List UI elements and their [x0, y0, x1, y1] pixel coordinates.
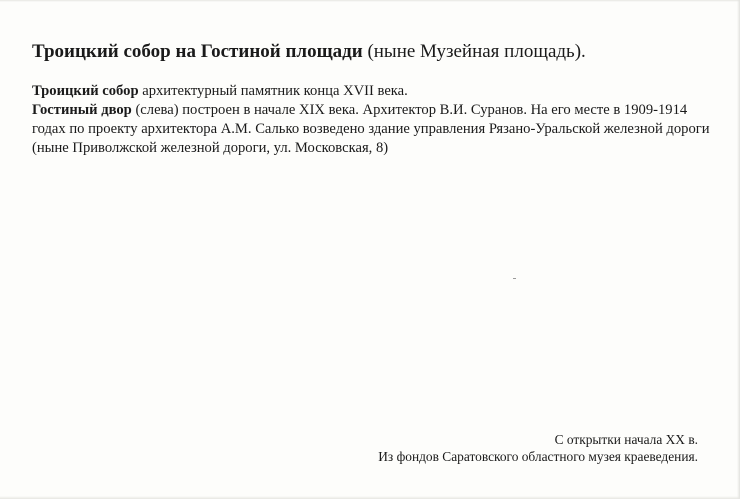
paragraph-gostiny-dvor-term: Гостиный двор — [32, 102, 132, 118]
description — [32, 82, 712, 158]
paragraph-gostiny-dvor-text: (слева) построен в начале XIX века. Архитектор В.И. Суранов. На его месте в 1909-1914 годах по проекту архитектора А.М. Салько возведено здание управления Рязано-Уральской железной дороги (ныне Приволжской железной дороги, ул. Московская, 8) — [32, 102, 710, 156]
paragraph-cathedral-text: архитектурный памятник конца XVII века. — [138, 83, 408, 99]
source-credit — [378, 431, 698, 465]
paragraph-cathedral — [32, 82, 712, 101]
paper-speck — [513, 278, 516, 279]
source-line-postcard: С открытки начала XX в. — [554, 432, 698, 447]
title-regular: (ныне Музейная площадь). — [362, 41, 586, 62]
page-title — [32, 40, 586, 64]
paragraph-gostiny-dvor — [32, 101, 712, 158]
source-line-museum: Из фондов Саратовского областного музея краеведения. — [378, 449, 698, 464]
title-bold: Троицкий собор на Гостиной площади — [32, 41, 363, 62]
paragraph-cathedral-term: Троицкий собор — [32, 83, 139, 99]
paper-edge-top — [0, 0, 740, 2]
